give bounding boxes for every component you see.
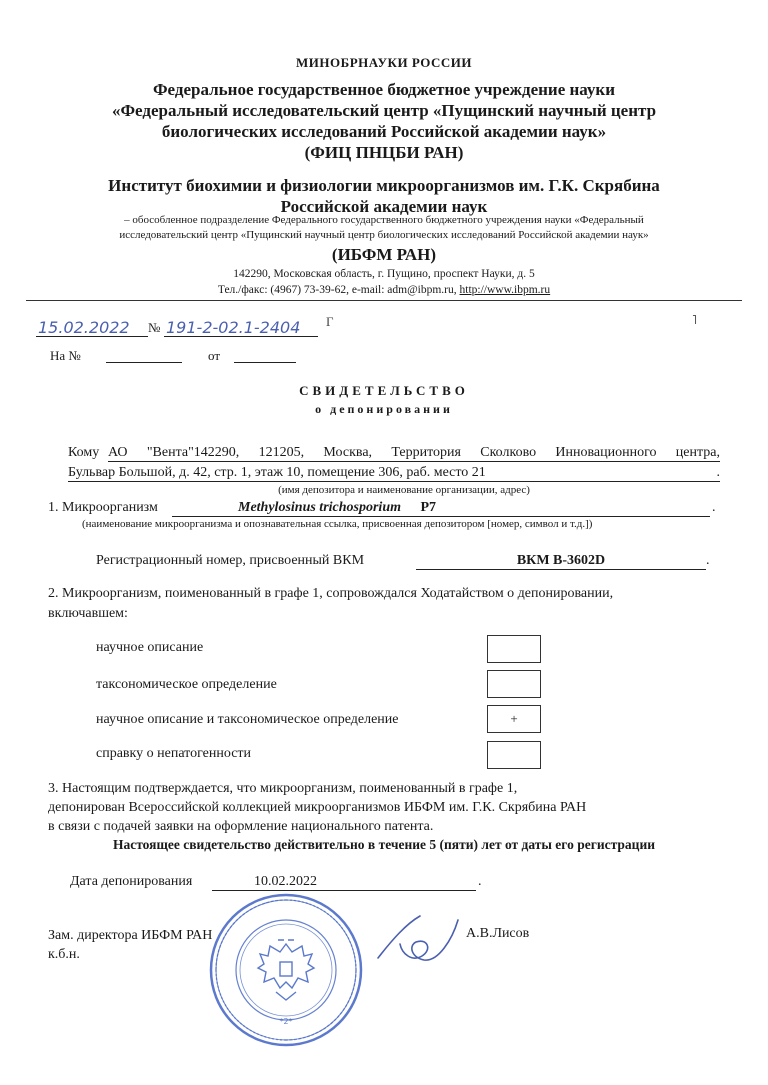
eagle-emblem-icon xyxy=(258,940,314,1000)
registration-label: Регистрационный номер, присвоенный ВКМ xyxy=(96,553,365,568)
checkbox-description-and-taxonomy: + xyxy=(487,705,541,733)
organism-field xyxy=(172,500,710,517)
official-seal xyxy=(208,892,364,1048)
svg-text:*2*: *2* xyxy=(279,1017,293,1026)
org-line-1: Федеральное государственное бюджетное учреждение науки xyxy=(152,80,616,99)
organism-name: Methylosinus trichosporium xyxy=(238,500,401,515)
deposit-date-field xyxy=(212,874,476,891)
organism-caption: (наименование микроорганизма и опознавательная ссылка, присвоенная депозитором [номер, символ и т.д.]) xyxy=(82,518,593,530)
ot-underline xyxy=(234,362,296,363)
registration-end: . xyxy=(706,553,710,568)
section2-line-2: включавшем: xyxy=(48,606,128,621)
item-description-and-taxonomy: научное описание и таксономическое определение xyxy=(96,712,399,727)
section3-line-3: в связи с подачей заявки на оформление национального патента. xyxy=(48,819,434,834)
bracket-close: ˥ xyxy=(692,312,697,327)
organization-name xyxy=(0,79,768,163)
section2-intro xyxy=(48,584,613,624)
website-link[interactable]: http://www.ibpm.ru xyxy=(459,284,551,296)
date-underline xyxy=(36,336,148,337)
institute-line-2: Российской академии наук xyxy=(280,197,488,216)
ot-label: от xyxy=(208,348,221,363)
address: 142290, Московская область, г. Пущино, проспект Науки, д. 5 xyxy=(233,268,535,280)
document-subtitle: о депонировании xyxy=(315,402,453,416)
section3-text xyxy=(48,779,586,836)
header-divider xyxy=(26,300,742,301)
section3-line-1: 3. Настоящим подтверждается, что микроорганизм, поименованный в графе 1, xyxy=(48,781,518,796)
recipient-line-2 xyxy=(68,465,720,482)
contacts-line xyxy=(0,284,768,296)
na-label: На № xyxy=(50,348,81,363)
deposit-date-end: . xyxy=(478,874,482,889)
handwritten-number: 191-2-02.1-2404 xyxy=(166,318,301,337)
org-line-2: «Федеральный исследовательский центр «Пущинский научный центр xyxy=(111,101,657,120)
handwritten-signature xyxy=(372,910,462,966)
sub-line-1: – обособленное подразделение Федерального государственного бюджетного учреждения науки «Федеральный xyxy=(124,214,644,226)
ministry-name: МИНОБРНАУКИ РОССИИ xyxy=(296,55,472,70)
deposit-date: 10.02.2022 xyxy=(254,874,317,889)
signatory-block xyxy=(48,926,212,964)
organism-end: . xyxy=(712,500,716,515)
recipient-caption: (имя депозитора и наименование организации, адрес) xyxy=(278,484,530,496)
number-underline xyxy=(164,336,318,337)
checkbox-taxonomic-definition xyxy=(487,670,541,698)
institute-name xyxy=(0,175,768,217)
item-scientific-description: научное описание xyxy=(96,640,204,655)
strain-name: P7 xyxy=(420,500,437,515)
signatory-name: А.В.Лисов xyxy=(466,926,530,941)
recipient-line-1: АО "Вента"142290, 121205, Москва, Территория Сколково Инновационного центра, xyxy=(108,445,720,460)
recipient-address: Бульвар Большой, д. 42, стр. 1, этаж 10, помещение 306, раб. место 21 xyxy=(68,465,486,480)
contacts: Тел./факс: (4967) 73-39-62, e-mail: adm@ibpm.ru, xyxy=(217,284,457,296)
sub-line-2: исследовательский центр «Пущинский научный центр биологических исследований Российской академии наук» xyxy=(119,229,649,241)
bracket-open: Г xyxy=(326,314,334,329)
signatory-degree: к.б.н. xyxy=(48,947,80,962)
document-title: СВИДЕТЕЛЬСТВО xyxy=(299,383,469,398)
item-non-pathogenicity: справку о непатогенности xyxy=(96,746,252,761)
signatory-position: Зам. директора ИБФМ РАН xyxy=(48,928,213,943)
registration-number: ВКМ В-3602D xyxy=(416,553,706,570)
na-underline xyxy=(106,362,182,363)
recipient-end: . xyxy=(716,465,720,480)
section2-line-1: 2. Микроорганизм, поименованный в графе 1, сопровождался Ходатайством о депонировании, xyxy=(48,586,614,601)
institute-line-1: Институт биохимии и физиологии микроорганизмов им. Г.К. Скрябина xyxy=(108,176,660,195)
institute-description xyxy=(0,213,768,243)
section3-line-2: депонирован Всероссийской коллекцией микроорганизмов ИБФМ им. Г.К. Скрябина РАН xyxy=(48,800,587,815)
checkbox-scientific-description xyxy=(487,635,541,663)
handwritten-date: 15.02.2022 xyxy=(38,318,130,337)
institute-abbreviation: (ИБФМ РАН) xyxy=(331,245,437,264)
checkbox-non-pathogenicity xyxy=(487,741,541,769)
item-taxonomic-definition: таксономическое определение xyxy=(96,677,277,692)
number-label: № xyxy=(148,320,161,335)
recipient-label: Кому xyxy=(68,445,100,460)
org-abbreviation: (ФИЦ ПНЦБИ РАН) xyxy=(304,143,464,162)
org-line-3: биологических исследований Российской академии наук» xyxy=(161,122,607,141)
section1-label: 1. Микроорганизм xyxy=(48,500,158,515)
validity-statement: Настоящее свидетельство действительно в течение 5 (пяти) лет от даты его регистрации xyxy=(112,837,656,852)
deposit-date-label: Дата депонирования xyxy=(70,874,193,889)
